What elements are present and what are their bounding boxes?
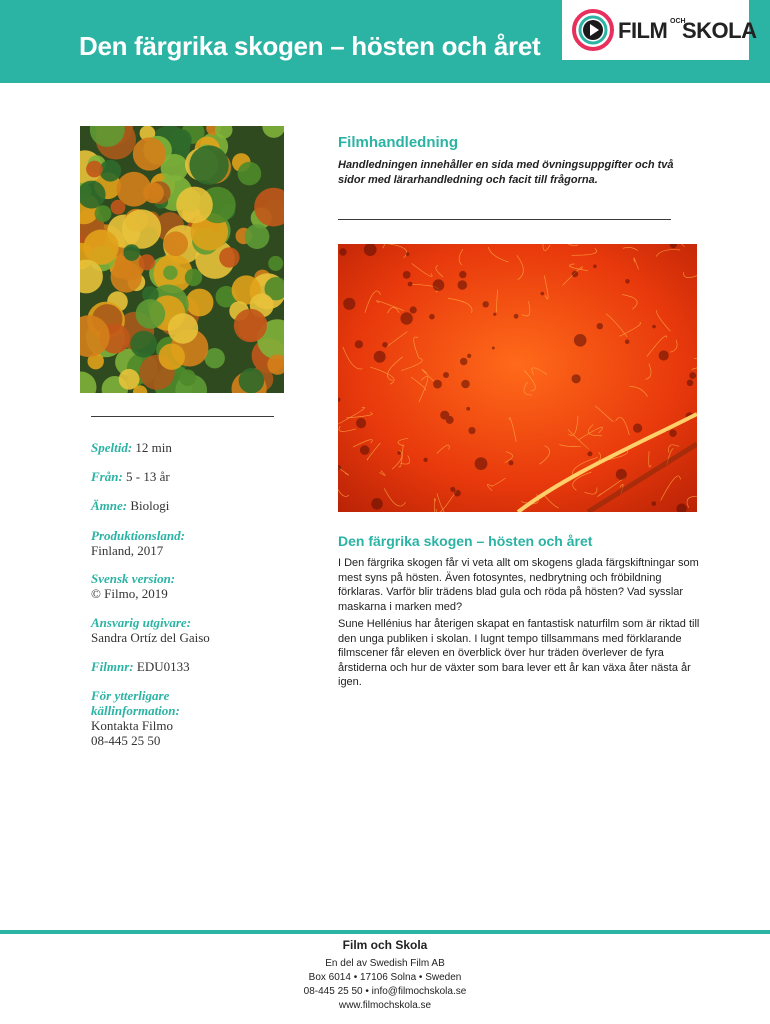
- footer-line-3: 08-445 25 50 • info@filmochskola.se: [303, 986, 467, 997]
- meta-utgivare: [91, 615, 210, 645]
- speltid-value: 12 min: [135, 440, 172, 455]
- logo-skola-text: SKOLA: [682, 18, 757, 43]
- forest-aerial-image: [80, 126, 284, 393]
- play-logo-icon: [572, 9, 614, 51]
- amne-value: Biologi: [130, 498, 170, 513]
- film-paragraph-2: Sune Hellénius har återigen skapat en fantastisk naturfilm som är riktad till den unga publiken i skolan. I lugnt tempo tillsammans med förklarande filmscener får eleven en överblick över hur träden överlever de fyra årstiderna och hur de växter som bara lever ett år kan växa åter nästa år igen.: [338, 618, 700, 688]
- meta-kallinformation: [91, 688, 180, 748]
- speltid-label: Speltid:: [91, 440, 133, 455]
- divider-left: [91, 416, 274, 417]
- utgivare-value: Sandra Ortíz del Gaiso: [91, 630, 210, 645]
- meta-produktionsland: [91, 528, 185, 558]
- filmnr-value: EDU0133: [136, 659, 190, 674]
- land-value: Finland, 2017: [91, 543, 164, 558]
- footer: [0, 938, 770, 1013]
- logo-och-text: OCH: [670, 18, 686, 25]
- logo: [562, 0, 757, 60]
- meta-filmnr: [91, 659, 190, 674]
- utgivare-label: Ansvarig utgivare:: [91, 615, 192, 630]
- meta-amne: [91, 498, 169, 513]
- guide-title: Filmhandledning: [338, 134, 458, 151]
- svensk-value: © Filmo, 2019: [91, 586, 168, 601]
- info-label-2: källinformation:: [91, 703, 180, 718]
- svensk-label: Svensk version:: [91, 571, 176, 586]
- footer-title: Film och Skola: [342, 938, 428, 952]
- filmnr-label: Filmnr:: [91, 659, 134, 674]
- info-label-1: För ytterligare: [91, 688, 170, 703]
- page-title: Den färgrika skogen – hösten och året: [79, 31, 541, 61]
- footer-bar: [0, 930, 770, 934]
- guide-subtitle: Handledningen innehåller en sida med övningsuppgifter och två sidor med lärarhandledning och facit till frågorna.: [338, 159, 674, 186]
- info-value-2: 08-445 25 50: [91, 733, 161, 748]
- meta-svensk-version: [91, 571, 175, 601]
- footer-line-1: En del av Swedish Film AB: [325, 958, 445, 969]
- divider-right: [338, 219, 671, 220]
- film-description: [338, 556, 700, 690]
- meta-fran: [91, 469, 170, 484]
- film-paragraph-1: I Den färgrika skogen får vi veta allt om skogens glada färgskiftningar som mest syns på hösten. Även fotosyntes, nedbrytning och fröbildning förklaras. Varför blir trädens blad gula och röda på hösten? Vad sysslar maskarna i marken med?: [338, 557, 699, 613]
- footer-line-4[interactable]: www.filmochskola.se: [338, 1000, 432, 1011]
- film-title: Den färgrika skogen – hösten och året: [338, 533, 593, 549]
- logo-film-text: FILM: [618, 18, 668, 43]
- footer-line-2: Box 6014 • 17106 Solna • Sweden: [308, 972, 462, 983]
- fran-label: Från:: [91, 469, 123, 484]
- info-value-1: Kontakta Filmo: [91, 718, 173, 733]
- amne-label: Ämne:: [91, 498, 128, 513]
- land-label: Produktionsland:: [91, 528, 185, 543]
- header-bar: [0, 0, 770, 83]
- autumn-leaf-image: [338, 244, 697, 512]
- meta-speltid: [91, 440, 172, 455]
- fran-value: 5 - 13 år: [126, 469, 170, 484]
